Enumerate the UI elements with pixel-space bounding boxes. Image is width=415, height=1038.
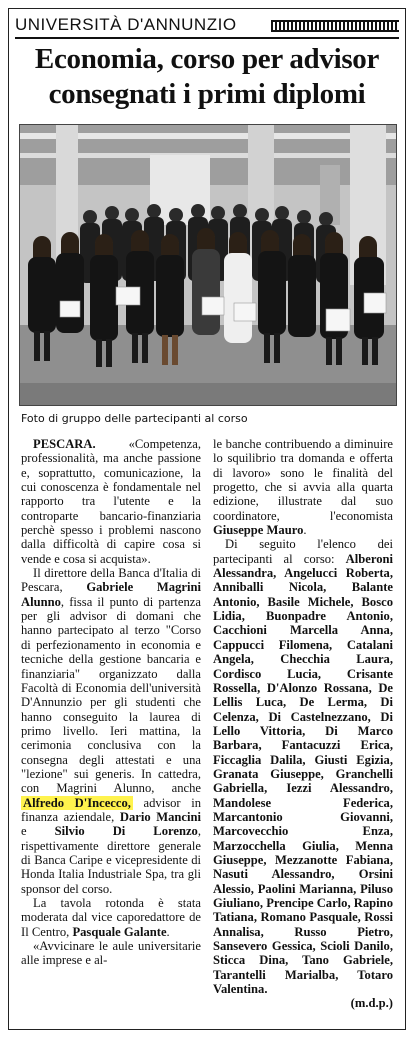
paragraph <box>21 437 201 566</box>
photo-caption: Foto di gruppo delle partecipanti al corso <box>21 412 248 425</box>
author-signature: (m.d.p.) <box>350 996 393 1011</box>
paragraph: «Avvicinare le aule universitarie alle imprese e al- <box>21 939 201 968</box>
person-name: Dario Mancini <box>119 809 201 824</box>
paragraph-text: , fissa il punto di partenza per gli advisor di domani che hanno partecipato al terzo "Corso di perfezionamento in economia e tecniche della gestione bancaria e finanziaria" organizzato dalla Facoltà di Economia dell'università D'Annunzio per gli studenti che hanno conseguito la laurea di primo livello. Ieri mattina, la cerimonia conclusiva con la consegna degli attestati e una "lezione" sui generis. In cattedra, con Magrini Alunno, anche <box>21 594 201 796</box>
article-body <box>21 437 395 1022</box>
paragraph <box>21 566 201 896</box>
paragraph-text: le banche contribuendo a diminuire lo squilibrio tra domanda e offerta di lavoro» sono le finalità del progetto, che si avvia alla quarta edizione, illustrate dal suo coordinatore, l'economista <box>213 437 393 523</box>
paragraph-text: e <box>21 824 27 839</box>
participant-list: Alberoni Alessandra, Angelucci Roberta, Anniballi Nicola, Balante Antonio, Basile Michele, Bosco Lidia, Buonpadre Antonio, Cacchioni Marcella Anna, Cappucci Filomena, Catalani Angela, Checchia Laura, Cordisco Lucia, Crisante Rossella, D'Alonzo Rossana, De Lellis Luca, De Lerma, Di Celenza, Di Castelnezzano, Di Lello Vittoria, Di Marco Barbara, Fantacuzzi Erica, Ficcaglia Dalila, Giusti Egizia, Granata Giuseppe, Granchelli Gabriella, Iezzi Alessandro, Mandolese Federica, Marcantonio Giovanni, Marcovecchio Enza, Marzocchella Giulia, Menna Giuseppe, Mezzanotte Fabiana, Nasuti Alessandro, Orsini Alessio, Paolini Marianna, Piluso Giuliano, Prencipe Carlo, Rapino Tatiana, Romano Pasquale, Rossi Annalisa, Russo Pietro, Sansevero Gessica, Scioli Danilo, Sticca Dina, Tano Gabriele, Tarantelli Marialba, Totaro Valentina. <box>213 551 393 997</box>
paragraph-text: Di seguito l'elenco dei partecipanti al corso: <box>213 537 393 566</box>
paragraph-text: , rispettivamente direttore generale di Banca Caripe e vicepresidente di Honda Italia Industriale Spa, tra gli sponsor del corso. <box>21 824 201 896</box>
paragraph <box>213 537 393 996</box>
paragraph-text: La tavola rotonda è stata moderata dal vice caporedattore de Il Centro, <box>21 896 201 939</box>
person-name: Silvio Di Lorenzo <box>54 824 198 839</box>
group-photo <box>19 124 397 406</box>
section-header <box>15 14 399 36</box>
article-column-left <box>21 437 201 968</box>
section-decoration <box>271 20 399 32</box>
person-name: Giuseppe Mauro <box>213 523 304 538</box>
person-name: Pasquale Galante <box>72 924 167 939</box>
section-rule <box>15 37 399 39</box>
paragraph-text: Il direttore della Banca d'Italia di Pescara, <box>21 566 201 595</box>
paragraph <box>213 437 393 537</box>
section-label: UNIVERSITÀ D'ANNUNZIO <box>15 15 237 34</box>
paragraph-text: «Competenza, professionalità, ma anche passione e, soprattutto, comunicazione, la cui conoscenza è fondamentale nel rapporto tra l'utente e la controparte bancario-finanziaria perchè spesso i problemi nascono dalla difficoltà di capire cosa si vende e cosa si acquista». <box>21 437 201 566</box>
group-photo-image <box>20 125 397 406</box>
paragraph-text: . <box>303 523 307 538</box>
article-column-right <box>213 437 393 1011</box>
headline-line-1: Economia, corso per advisor <box>34 43 380 75</box>
highlighted-name: Alfredo D'Incecco, <box>23 795 131 810</box>
headline <box>15 42 399 112</box>
paragraph-text: . <box>166 924 170 939</box>
paragraph-text: advisor in finanza aziendale, <box>21 795 201 824</box>
headline-line-2: consegnati i primi diplomi <box>48 78 366 110</box>
paragraph <box>21 896 201 939</box>
dateline: PESCARA. <box>33 437 96 451</box>
person-name: Gabriele Magrini Alunno <box>21 580 201 609</box>
newspaper-clipping <box>8 8 406 1030</box>
